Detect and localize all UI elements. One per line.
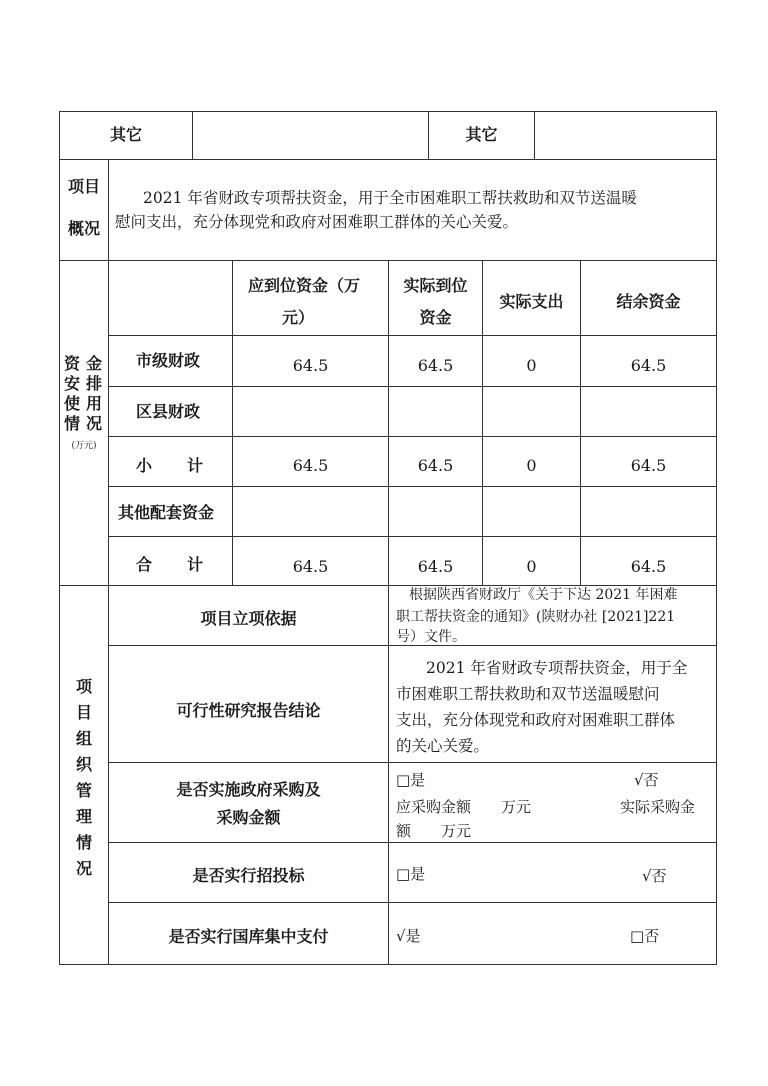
feasibility-text-line4: 的关心关爱。 bbox=[396, 737, 490, 755]
row-name: 区县财政 bbox=[136, 402, 201, 421]
funds-label-char: 情 bbox=[63, 414, 80, 433]
other-label-left: 其它 bbox=[109, 125, 142, 144]
row-divider bbox=[108, 842, 717, 843]
table-border-right bbox=[716, 111, 717, 965]
col-divider bbox=[108, 159, 109, 965]
row-actual-in: 64.5 bbox=[417, 557, 454, 576]
management-label-char: 情 bbox=[75, 833, 92, 852]
procurement-yes-checkbox[interactable]: □是 bbox=[396, 771, 426, 789]
basis-label: 项目立项依据 bbox=[200, 609, 297, 628]
funds-label-char: 况 bbox=[85, 414, 102, 433]
basis-text-line3: 号）文件。 bbox=[396, 629, 466, 645]
row-actual-out: 0 bbox=[526, 557, 537, 576]
row-due: 64.5 bbox=[292, 456, 329, 475]
row-divider bbox=[108, 386, 717, 387]
procurement-amount-actual-line1: 实际采购金 bbox=[620, 798, 696, 816]
row-divider bbox=[108, 486, 717, 487]
header-due-line2: 元） bbox=[282, 308, 315, 327]
management-label-char: 目 bbox=[75, 703, 92, 722]
feasibility-text-line3: 支出，充分体现党和政府对困难职工群体 bbox=[396, 711, 676, 729]
management-label-char: 理 bbox=[75, 807, 92, 826]
procurement-no-checkbox[interactable]: √否 bbox=[634, 771, 659, 789]
col-divider bbox=[232, 260, 233, 585]
funds-label-char: 使 bbox=[63, 394, 80, 413]
treasury-no-checkbox[interactable]: □否 bbox=[630, 927, 660, 945]
row-divider bbox=[108, 335, 717, 336]
management-label-char: 组 bbox=[75, 729, 92, 748]
bidding-no-checkbox[interactable]: √否 bbox=[642, 867, 667, 885]
row-balance: 64.5 bbox=[630, 456, 667, 475]
header-actual-in-line1: 实际到位 bbox=[403, 276, 468, 295]
row-actual-out: 0 bbox=[526, 456, 537, 475]
col-divider bbox=[192, 111, 193, 159]
row-name: 市级财政 bbox=[136, 351, 201, 370]
row-due: 64.5 bbox=[292, 356, 329, 375]
header-balance: 结余资金 bbox=[616, 292, 681, 311]
row-balance: 64.5 bbox=[630, 557, 667, 576]
treasury-yes-checkbox[interactable]: √是 bbox=[396, 927, 421, 945]
management-label-char: 项 bbox=[75, 677, 92, 696]
row-divider bbox=[108, 436, 717, 437]
header-due-line1: 应到位资金（万 bbox=[248, 276, 361, 295]
row-balance: 64.5 bbox=[630, 356, 667, 375]
row-name: 合 计 bbox=[136, 555, 205, 574]
feasibility-label: 可行性研究报告结论 bbox=[176, 701, 321, 720]
procurement-amount-actual-line2: 额 万元 bbox=[396, 822, 472, 840]
col-divider bbox=[388, 585, 389, 965]
management-label-char: 况 bbox=[75, 859, 92, 878]
row-due: 64.5 bbox=[292, 557, 329, 576]
funds-label-char: 用 bbox=[85, 394, 102, 413]
overview-text-line1: 2021 年省财政专项帮扶资金，用于全市困难职工帮扶救助和双节送温暖 bbox=[143, 189, 637, 207]
basis-text-line1: 根据陕西省财政厅《关于下达 2021 年困难 bbox=[409, 587, 678, 603]
row-actual-out: 0 bbox=[526, 356, 537, 375]
row-name: 其他配套资金 bbox=[118, 503, 215, 522]
treasury-label: 是否实行国库集中支付 bbox=[168, 927, 329, 946]
overview-text-line2: 慰问支出，充分体现党和政府对困难职工群体的关心关爱。 bbox=[115, 213, 519, 231]
bidding-label: 是否实行招投标 bbox=[192, 866, 305, 885]
basis-text-line2: 职工帮扶资金的通知》(陕财办社 [2021]221 bbox=[396, 609, 676, 625]
row-divider bbox=[59, 159, 717, 160]
funds-label-char: 资 bbox=[63, 354, 80, 373]
procurement-label-line1: 是否实施政府采购及 bbox=[176, 780, 321, 799]
feasibility-text-line1: 2021 年省财政专项帮扶资金，用于全 bbox=[426, 659, 688, 677]
bidding-yes-checkbox[interactable]: □是 bbox=[396, 865, 426, 883]
row-actual-in: 64.5 bbox=[417, 356, 454, 375]
procurement-amount-due: 应采购金额 万元 bbox=[396, 798, 532, 816]
overview-label-line1: 项目 bbox=[67, 177, 100, 196]
procurement-label-line2: 采购金额 bbox=[216, 808, 281, 827]
header-actual-in-line2: 资金 bbox=[419, 308, 452, 327]
management-label-char: 管 bbox=[75, 781, 92, 800]
other-label-right: 其它 bbox=[465, 125, 498, 144]
row-name: 小 计 bbox=[136, 456, 205, 475]
row-actual-in: 64.5 bbox=[417, 456, 454, 475]
row-divider bbox=[108, 902, 717, 903]
funds-label-char: 安 bbox=[63, 374, 80, 393]
management-label-char: 织 bbox=[75, 755, 92, 774]
row-divider bbox=[108, 762, 717, 763]
header-actual-out: 实际支出 bbox=[499, 292, 564, 311]
row-divider bbox=[108, 536, 717, 537]
col-divider bbox=[534, 111, 535, 159]
table-border-top bbox=[59, 111, 717, 112]
overview-label-line2: 概况 bbox=[67, 219, 100, 238]
funds-label-char: 金 bbox=[85, 354, 102, 373]
feasibility-text-line2: 市困难职工帮扶救助和双节送温暖慰问 bbox=[396, 685, 660, 703]
funds-label-char: 排 bbox=[85, 374, 102, 393]
funds-label-unit: (万元) bbox=[71, 441, 97, 451]
